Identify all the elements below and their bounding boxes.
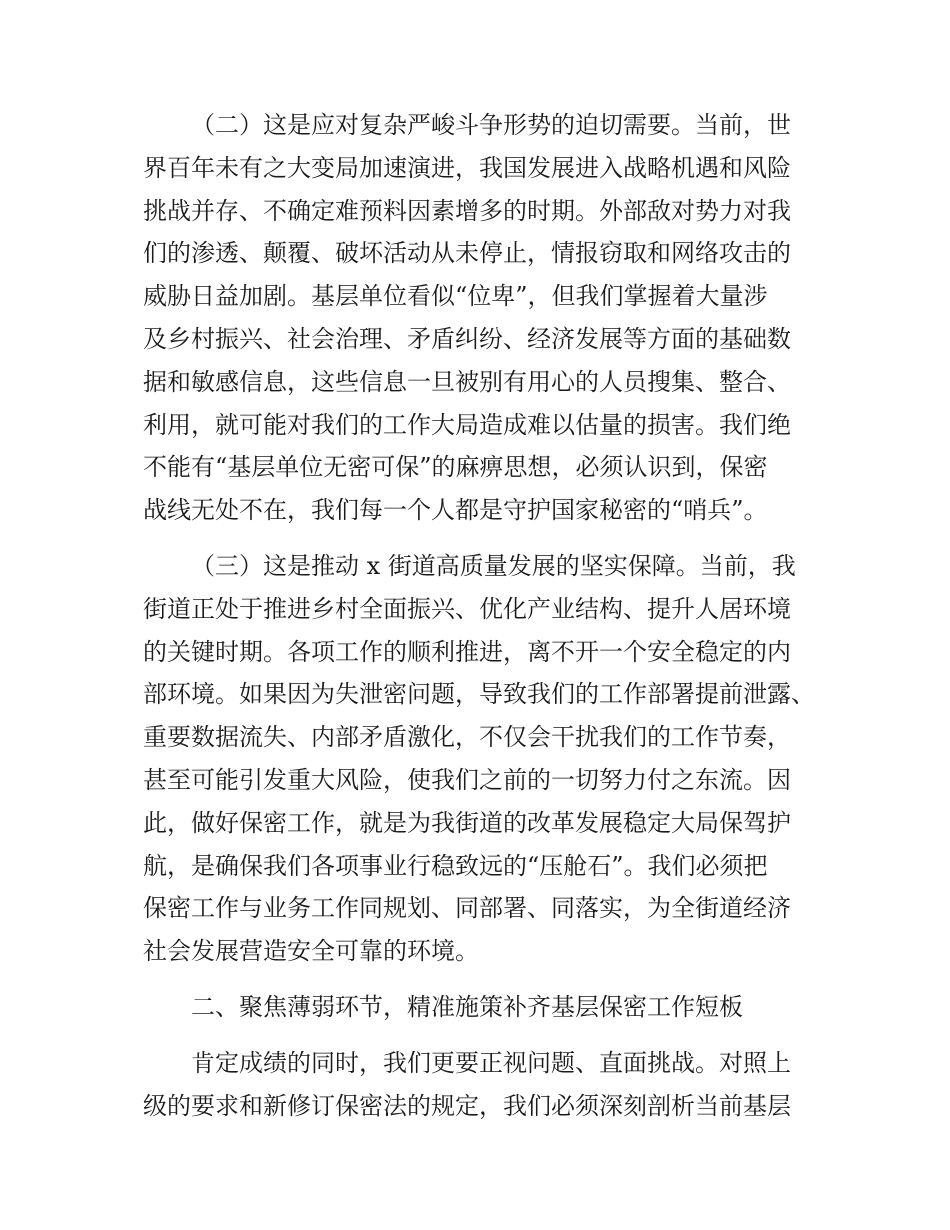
text-line: （三）这是推动 x 街道高质量发展的坚实保障。当前，我 xyxy=(191,551,796,580)
text-line: 街道正处于推进乡村全面振兴、优化产业结构、提升人居环境 xyxy=(143,594,791,623)
document-body xyxy=(143,104,823,1127)
text-line: 挑战并存、不确定难预料因素增多的时期。外部敌对势力对我 xyxy=(143,196,791,225)
text-line: 据和敏感信息，这些信息一旦被别有用心的人员搜集、整合、 xyxy=(143,367,791,396)
text-line: 及乡村振兴、社会治理、矛盾纠纷、经济发展等方面的基础数 xyxy=(143,324,791,353)
text-line: （二）这是应对复杂严峻斗争形势的迫切需要。当前，世 xyxy=(191,111,791,139)
text-line: 们的渗透、颠覆、破坏活动从未停止，情报窃取和网络攻击的 xyxy=(143,239,791,268)
text-line: 利用，就可能对我们的工作大局造成难以估量的损害。我们绝 xyxy=(143,410,791,439)
text-line: 航，是确保我们各项事业行稳致远的“压舱石”。我们必须把 xyxy=(143,851,768,880)
text-line: 的关键时期。各项工作的顺利推进，离不开一个安全稳定的内 xyxy=(143,637,791,666)
section-heading-2 xyxy=(143,986,823,1029)
paragraph-3 xyxy=(143,545,823,973)
paragraph-gap xyxy=(143,532,823,545)
paragraph-gap xyxy=(143,973,823,986)
text-line: 肯定成绩的同时，我们更要正视问题、直面挑战。对照上 xyxy=(191,1048,791,1077)
text-line: 社会发展营造安全可靠的环境。 xyxy=(143,937,479,966)
paragraph-2 xyxy=(143,104,823,532)
paragraph-4 xyxy=(143,1042,823,1128)
text-line: 甚至可能引发重大风险，使我们之前的一切努力付之东流。因 xyxy=(143,765,791,794)
section-heading: 二、聚焦薄弱环节，精准施策补齐基层保密工作短板 xyxy=(191,992,743,1021)
text-line: 不能有“基层单位无密可保”的麻痹思想，必须认识到，保密 xyxy=(143,453,768,482)
text-line: 威胁日益加剧。基层单位看似“位卑”，但我们掌握着大量涉 xyxy=(143,282,768,311)
text-line: 部环境。如果因为失泄密问题，导致我们的工作部署提前泄露、 xyxy=(143,680,815,709)
text-line: 保密工作与业务工作同规划、同部署、同落实，为全街道经济 xyxy=(143,894,791,923)
text-line: 级的要求和新修订保密法的规定，我们必须深刻剖析当前基层 xyxy=(143,1091,791,1120)
text-line: 重要数据流失、内部矛盾激化，不仅会干扰我们的工作节奏， xyxy=(143,723,791,752)
paragraph-gap xyxy=(143,1029,823,1042)
text-line: 战线无处不在，我们每一个人都是守护国家秘密的“哨兵”。 xyxy=(143,496,768,525)
text-line: 界百年未有之大变局加速演进，我国发展进入战略机遇和风险 xyxy=(143,153,791,182)
text-line: 此，做好保密工作，就是为我街道的改革发展稳定大局保驾护 xyxy=(143,808,791,837)
